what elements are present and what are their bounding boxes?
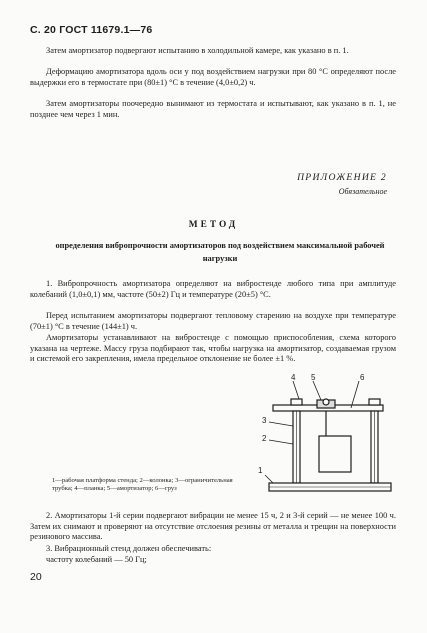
fixture-drawing: [255, 378, 395, 500]
leader-4: [293, 381, 299, 399]
leader-6: [351, 381, 359, 408]
left-nut: [291, 399, 302, 405]
leader-5: [313, 381, 321, 400]
paragraph-1: 1. Вибропрочность амортизатора определяют на вибростенде любого типа при амплитуде колебаний (1,0±0,1) мм, частоте (50±2) Гц и температуре (20±5) °С.: [30, 279, 396, 299]
label-4: 4: [291, 373, 296, 382]
absorber-bolt: [323, 399, 329, 405]
paragraph-mounting: Амортизаторы устанавливают на вибростенде с помощью приспособления, схема которого указана на чертеже. Массу груза подбирают так, чтобы нагрузка на амортизатор, создаваемая грузом и системой его закрепления, имела предельное отклонение не более ±1 %.: [30, 333, 396, 364]
appendix-title: ПРИЛОЖЕНИЕ 2: [297, 172, 387, 183]
paragraph-2: 2. Амортизаторы 1-й серии подвергают вибрации не менее 15 ч, 2 и 3-й серий — не менее 100 ч. Затем их снимают и проверяют на отсутствие отслоения резины от металла и трещин на поверхности резинового массива.: [30, 511, 396, 542]
right-nut: [369, 399, 380, 405]
paragraph-thermostat: Затем амортизаторы поочередно вынимают из термостата и испытывают, как указано в п. 1, не позднее чем через 1 мин.: [30, 99, 396, 119]
leader-3: [269, 422, 293, 426]
leader-2: [269, 440, 293, 444]
page-number: 20: [30, 571, 42, 583]
label-5: 5: [311, 373, 316, 382]
paragraph-aging: Перед испытанием амортизаторы подвергают тепловому старению на воздухе при температуре (70±1) °С в течение (144±1) ч.: [30, 311, 396, 331]
paragraph-3: 3. Вибрационный стенд должен обеспечивать:: [46, 544, 212, 553]
label-3: 3: [262, 416, 267, 425]
method-subtitle: определения вибропрочности амортизаторов под воздействием максимальной рабочей нагрузки: [55, 241, 385, 263]
method-title: МЕТОД: [188, 220, 239, 230]
paragraph-deformation: Деформацию амортизатора вдоль оси y под воздействием нагрузки при 80 °С определяют после выдержки его в термостате при (80±1) °С в течение (4,0±0,2) ч.: [30, 67, 396, 87]
label-6: 6: [360, 373, 365, 382]
load-weight: [319, 436, 351, 472]
page-header: С. 20 ГОСТ 11679.1—76: [30, 24, 153, 36]
label-2: 2: [262, 434, 267, 443]
label-1: 1: [258, 466, 263, 475]
paragraph-frequency: частоту колебаний — 50 Гц;: [46, 555, 147, 564]
leader-1: [265, 475, 273, 483]
paragraph-cold-test: Затем амортизатор подвергают испытанию в холодильной камере, как указано в п. 1.: [46, 46, 349, 55]
appendix-subtitle: Обязательное: [338, 187, 387, 196]
figure-caption: 1—рабочая платформа стенда; 2—колонка; 3—ограничительная трубка; 4—планка; 5—амортизатор; 6—груз: [52, 477, 233, 493]
